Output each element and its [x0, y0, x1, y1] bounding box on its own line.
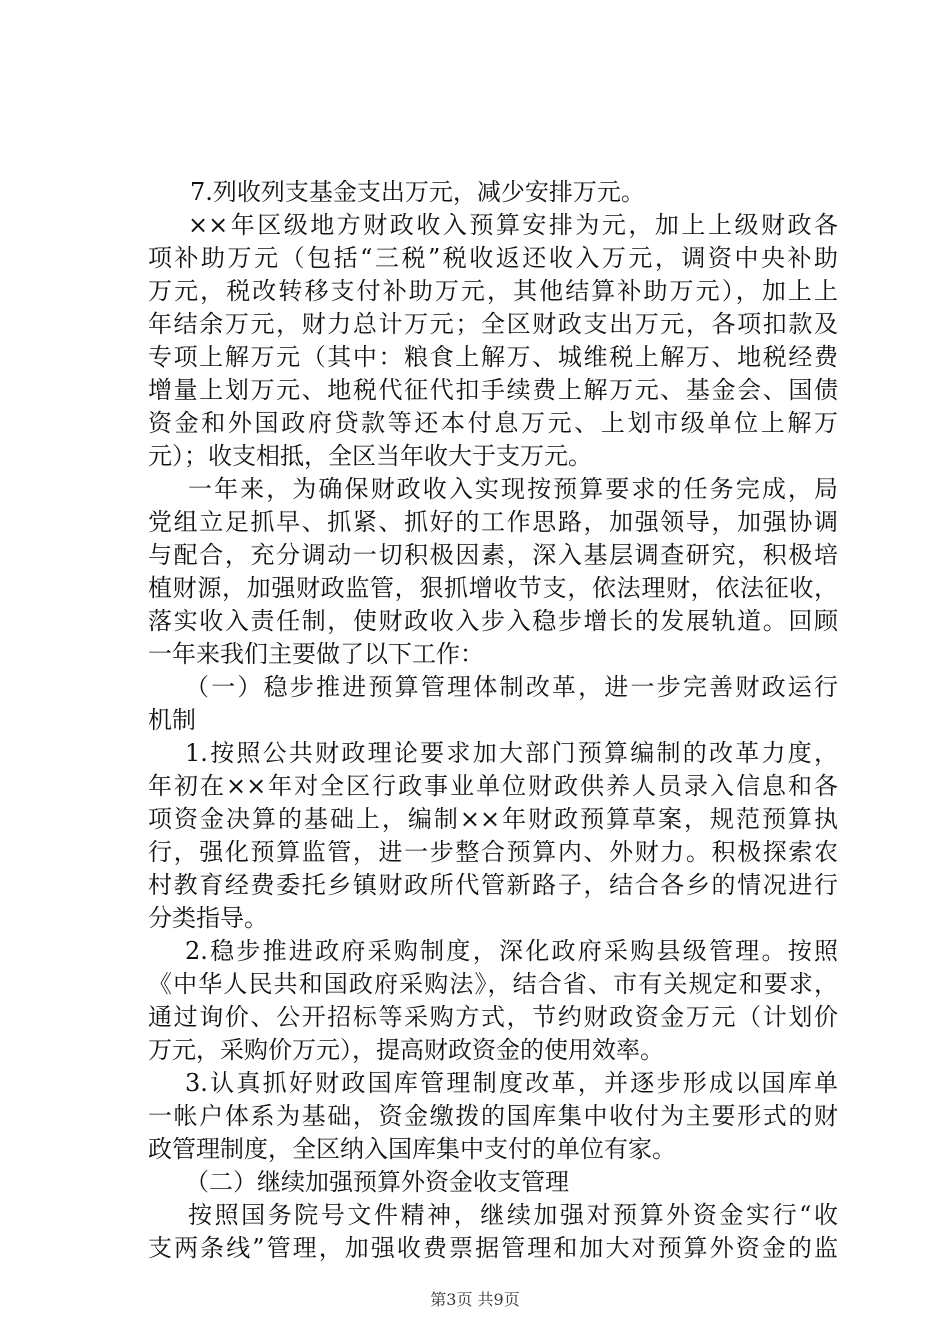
body-line: 村教育经费委托乡镇财政所代管新路子，结合各乡的情况进行: [148, 871, 838, 899]
body-line: 行，强化预算监管，进一步整合预算内、外财力。积极探索农: [148, 838, 838, 866]
body-line: 项资金决算的基础上，编制××年财政预算草案，规范预算执: [148, 805, 838, 833]
body-line: 资金和外国政府贷款等还本付息万元、上划市级单位上解万: [148, 409, 838, 437]
body-line: 万元，税改转移支付补助万元，其他结算补助万元），加上上: [148, 277, 838, 305]
page-footer: 第3页 共9页: [430, 1290, 520, 1309]
body-line: 党组立足抓早、抓紧、抓好的工作思路，加强领导，加强协调: [148, 508, 838, 536]
body-line: 1.按照公共财政理论要求加大部门预算编制的改革力度，: [185, 739, 838, 767]
body-line: 年结余万元，财力总计万元；全区财政支出万元，各项扣款及: [148, 310, 838, 338]
section-heading: （一）稳步推进预算管理体制改革，进一步完善财政运行: [185, 673, 838, 701]
body-line: 分类指导。: [148, 904, 268, 932]
body-line: 支两条线”管理，加强收费票据管理和加大对预算外资金的监: [148, 1234, 838, 1262]
body-line: 政管理制度，全区纳入国库集中支付的单位有家。: [148, 1135, 676, 1163]
body-line: 按照国务院号文件精神，继续加强对预算外资金实行“收: [188, 1201, 838, 1229]
section-heading: （二）继续加强预算外资金收支管理: [185, 1168, 569, 1196]
body-line: 《中华人民共和国政府采购法》，结合省、市有关规定和要求，: [148, 970, 838, 998]
body-line: 通过询价、公开招标等采购方式，节约财政资金万元（计划价: [148, 1003, 838, 1031]
body-line: 3.认真抓好财政国库管理制度改革，并逐步形成以国库单: [185, 1069, 838, 1097]
body-line: 年初在××年对全区行政事业单位财政供养人员录入信息和各: [148, 772, 838, 800]
body-line: 与配合，充分调动一切积极因素，深入基层调查研究，积极培: [148, 541, 838, 569]
section-heading: 机制: [148, 706, 196, 734]
body-line: 项补助万元（包括“三税”税收返还收入万元，调资中央补助: [148, 244, 838, 272]
body-line: 7.列收列支基金支出万元，减少安排万元。: [190, 178, 645, 206]
body-line: 2.稳步推进政府采购制度，深化政府采购县级管理。按照: [185, 937, 838, 965]
body-line: ××年区级地方财政收入预算安排为元，加上上级财政各: [188, 211, 838, 239]
body-line: 一年来我们主要做了以下工作：: [148, 640, 484, 668]
body-line: 一年来，为确保财政收入实现按预算要求的任务完成，局: [188, 475, 838, 503]
body-line: 元）；收支相抵，全区当年收大于支万元。: [148, 442, 592, 470]
body-line: 万元，采购价万元），提高财政资金的使用效率。: [148, 1036, 664, 1064]
body-line: 增量上划万元、地税代征代扣手续费上解万元、基金会、国债: [148, 376, 838, 404]
body-line: 落实收入责任制，使财政收入步入稳步增长的发展轨道。回顾: [148, 607, 838, 635]
body-line: 植财源，加强财政监管，狠抓增收节支，依法理财，依法征收，: [148, 574, 838, 602]
body-line: 一帐户体系为基础，资金缴拨的国库集中收付为主要形式的财: [148, 1102, 838, 1130]
body-line: 专项上解万元（其中：粮食上解万、城维税上解万、地税经费: [148, 343, 838, 371]
